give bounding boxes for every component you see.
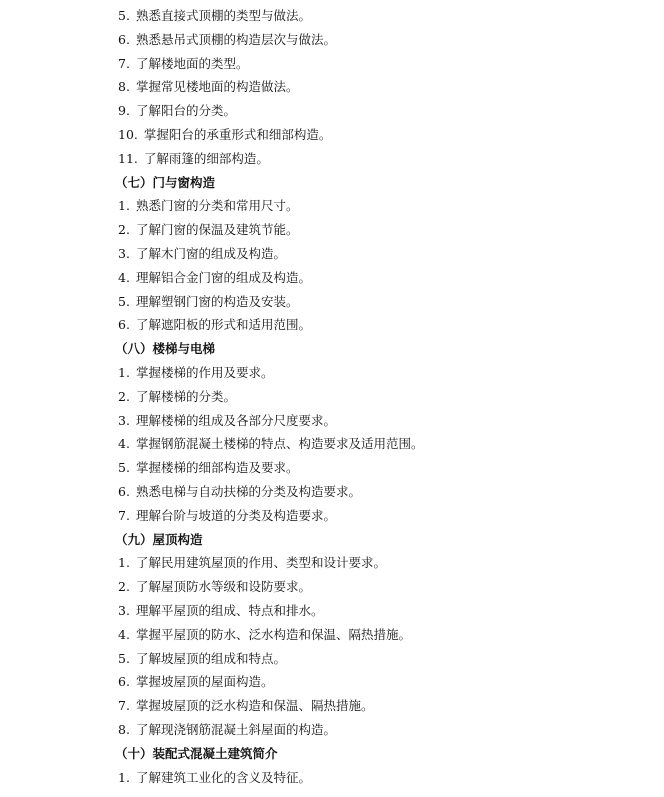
- item-text: 掌握常见楼地面的构造做法。: [135, 79, 299, 95]
- item-text: 了解阳台的分类。: [135, 103, 236, 119]
- item-number: 3.: [118, 245, 130, 261]
- item-text: 理解楼梯的组成及各部分尺度要求。: [135, 412, 336, 428]
- item-text: 了解坡屋顶的组成和特点。: [135, 650, 286, 666]
- item-text: 理解平屋顶的组成、特点和排水。: [135, 602, 324, 618]
- item-text: 了解建筑工业化的含义及特征。: [135, 769, 311, 785]
- item-number: 1.: [118, 769, 130, 785]
- list-item: [0, 599, 664, 623]
- list-item: [0, 432, 664, 456]
- item-text: 熟悉门窗的分类和常用尺寸。: [135, 198, 299, 214]
- item-text: 掌握坡屋顶的屋面构造。: [135, 674, 274, 690]
- item-number: 5.: [118, 650, 130, 666]
- list-item: [0, 670, 664, 694]
- item-number: 6.: [118, 483, 130, 499]
- item-text: 了解屋顶防水等级和设防要求。: [135, 579, 311, 595]
- list-item: [0, 194, 664, 218]
- item-number: 10.: [118, 126, 138, 142]
- list-item: [0, 385, 664, 409]
- list-item: [0, 52, 664, 76]
- list-item: [0, 361, 664, 385]
- item-text: 理解铝合金门窗的组成及构造。: [135, 269, 311, 285]
- item-number: 4.: [118, 436, 130, 452]
- item-text: 了解现浇钢筋混凝土斜屋面的构造。: [135, 721, 336, 737]
- item-number: 4.: [118, 269, 130, 285]
- list-item: [0, 290, 664, 314]
- item-number: 1.: [118, 198, 130, 214]
- item-number: 1.: [118, 555, 130, 571]
- item-number: 6.: [118, 317, 130, 333]
- document-page: [0, 4, 664, 789]
- item-text: 掌握楼梯的细部构造及要求。: [135, 460, 299, 476]
- item-number: 3.: [118, 412, 130, 428]
- item-number: 5.: [118, 8, 130, 23]
- item-text: 掌握阳台的承重形式和细部构造。: [143, 126, 332, 142]
- item-number: 3.: [118, 602, 130, 618]
- item-text: 了解遮阳板的形式和适用范围。: [135, 317, 311, 333]
- item-number: 6.: [118, 31, 130, 47]
- item-number: 7.: [118, 698, 130, 714]
- item-text: 了解雨篷的细部构造。: [143, 150, 269, 166]
- item-number: 8.: [118, 79, 130, 95]
- item-number: 8.: [118, 721, 130, 737]
- list-item: [0, 575, 664, 599]
- list-item: [0, 647, 664, 671]
- item-text: 理解塑钢门窗的构造及安装。: [135, 293, 299, 309]
- list-item: [0, 266, 664, 290]
- item-text: 熟悉电梯与自动扶梯的分类及构造要求。: [135, 483, 361, 499]
- list-item: [0, 623, 664, 647]
- list-item: [0, 766, 664, 790]
- list-item: [0, 718, 664, 742]
- item-text: 掌握楼梯的作用及要求。: [135, 364, 274, 380]
- list-item: [0, 456, 664, 480]
- item-text: 掌握平屋顶的防水、泛水构造和保温、隔热措施。: [135, 626, 411, 642]
- item-number: 6.: [118, 674, 130, 690]
- list-item: [0, 480, 664, 504]
- item-number: 5.: [118, 293, 130, 309]
- section-heading: （九）屋顶构造: [115, 531, 203, 547]
- list-item: [0, 551, 664, 575]
- list-item: [0, 147, 664, 171]
- list-item: [0, 75, 664, 99]
- list-item: [0, 218, 664, 242]
- item-text: 了解楼地面的类型。: [135, 55, 249, 71]
- item-number: 2.: [118, 222, 130, 238]
- section-heading: （十）装配式混凝土建筑简介: [115, 745, 278, 761]
- list-item: [0, 504, 664, 528]
- list-item: [0, 99, 664, 123]
- item-number: 5.: [118, 460, 130, 476]
- item-number: 7.: [118, 507, 130, 523]
- list-item: [0, 4, 664, 28]
- item-number: 4.: [118, 626, 130, 642]
- item-number: 2.: [118, 579, 130, 595]
- list-item: [0, 694, 664, 718]
- item-text: 掌握坡屋顶的泛水构造和保温、隔热措施。: [135, 698, 374, 714]
- section-heading: （八）楼梯与电梯: [115, 341, 216, 357]
- list-item: [0, 28, 664, 52]
- list-item: [0, 313, 664, 337]
- item-text: 了解楼梯的分类。: [135, 388, 236, 404]
- section-heading: （七）门与窗构造: [115, 174, 216, 190]
- item-number: 9.: [118, 103, 130, 119]
- item-text: 理解台阶与坡道的分类及构造要求。: [135, 507, 336, 523]
- item-text: 掌握钢筋混凝土楼梯的特点、构造要求及适用范围。: [135, 436, 424, 452]
- item-text: 了解门窗的保温及建筑节能。: [135, 222, 299, 238]
- item-number: 1.: [118, 364, 130, 380]
- item-number: 2.: [118, 388, 130, 404]
- item-number: 11.: [118, 150, 138, 166]
- item-number: 7.: [118, 55, 130, 71]
- list-item: [0, 409, 664, 433]
- list-item: [0, 123, 664, 147]
- list-item: [0, 242, 664, 266]
- item-text: 熟悉悬吊式顶棚的构造层次与做法。: [135, 31, 336, 47]
- item-text: 了解民用建筑屋顶的作用、类型和设计要求。: [135, 555, 386, 571]
- item-text: 熟悉直接式顶棚的类型与做法。: [135, 8, 311, 23]
- item-text: 了解木门窗的组成及构造。: [135, 245, 286, 261]
